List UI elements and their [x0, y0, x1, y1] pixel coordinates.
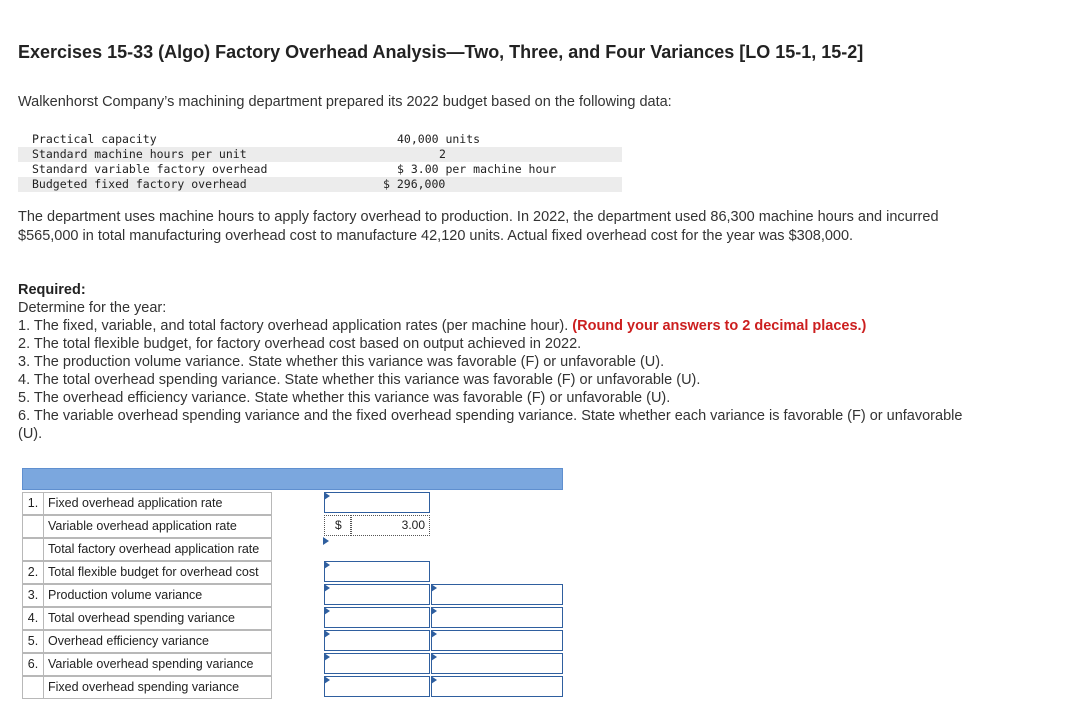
budget-label: Practical capacity	[32, 132, 157, 146]
budget-value: 40,000 units	[397, 132, 481, 146]
answer-row-label: 4. Total overhead spending variance	[22, 607, 272, 630]
production-volume-fu-select[interactable]	[431, 584, 563, 605]
variable-rate-currency: $	[324, 515, 351, 536]
intro-text: Walkenhorst Company’s machining department prepared its 2022 budget based on the following data:	[18, 94, 672, 110]
variable-spending-fu-select[interactable]	[431, 653, 563, 674]
answer-row-label: Total factory overhead application rate	[22, 538, 272, 561]
budget-value: 2	[439, 147, 446, 161]
efficiency-fu-select[interactable]	[431, 630, 563, 651]
budget-label: Standard variable factory overhead	[32, 162, 268, 176]
required-list	[18, 299, 978, 443]
budget-value: $ 296,000	[383, 177, 446, 191]
budget-row	[18, 147, 622, 162]
answer-row-label: 2. Total flexible budget for overhead cost	[22, 561, 272, 584]
flexible-budget-input[interactable]	[324, 561, 430, 582]
production-volume-variance-input[interactable]	[324, 584, 430, 605]
required-item-6: 6. The variable overhead spending variance and the fixed overhead spending variance. State whether each variance is favorable (F) or unfavorable (U).	[18, 408, 963, 442]
answer-row-label: 3. Production volume variance	[22, 584, 272, 607]
scenario-paragraph: The department uses machine hours to apply factory overhead to production. In 2022, the department used 86,300 machine hours and incurred $565,000 in total manufacturing overhead cost to manufacture 42,120 units. Actual fixed overhead cost for the year was $308,000.	[18, 209, 939, 244]
fixed-spending-fu-select[interactable]	[431, 676, 563, 697]
answer-row-label: Fixed overhead spending variance	[22, 676, 272, 699]
budget-row	[18, 162, 622, 177]
total-spending-variance-input[interactable]	[324, 607, 430, 628]
answer-row-label: 5. Overhead efficiency variance	[22, 630, 272, 653]
variable-rate-amount: 3.00	[351, 515, 430, 536]
fixed-spending-variance-input[interactable]	[324, 676, 430, 697]
variable-spending-variance-input[interactable]	[324, 653, 430, 674]
required-item-2: 2. The total flexible budget, for factory overhead cost based on output achieved in 2022.	[18, 336, 582, 352]
answer-row-label: Variable overhead application rate	[22, 515, 272, 538]
required-item-5: 5. The overhead efficiency variance. State whether this variance was favorable (F) or unfavorable (U).	[18, 390, 671, 406]
fixed-rate-input[interactable]	[324, 492, 430, 513]
exercise-title: Exercises 15-33 (Algo) Factory Overhead Analysis—Two, Three, and Four Variances [LO 15-1, 15-2]	[18, 42, 864, 62]
total-spending-fu-select[interactable]	[431, 607, 563, 628]
budget-label: Budgeted fixed factory overhead	[18, 177, 383, 192]
budget-label: Standard machine hours per unit	[18, 147, 383, 162]
answer-row-label: 1. Fixed overhead application rate	[22, 492, 272, 515]
required-item-3: 3. The production volume variance. State whether this variance was favorable (F) or unfavorable (U).	[18, 354, 665, 370]
answer-table-header	[22, 468, 563, 490]
budget-row	[18, 177, 622, 192]
required-intro: Determine for the year:	[18, 300, 167, 316]
required-item-4: 4. The total overhead spending variance. State whether this variance was favorable (F) or unfavorable (U).	[18, 372, 701, 388]
budget-value: $ 3.00 per machine hour	[397, 162, 557, 176]
budget-data-table	[18, 132, 622, 192]
answer-row-label: 6. Variable overhead spending variance	[22, 653, 272, 676]
rounding-note: (Round your answers to 2 decimal places.)	[572, 318, 867, 334]
budget-row	[18, 132, 622, 147]
required-heading: Required:	[18, 282, 86, 298]
required-item-1: 1. The fixed, variable, and total factory overhead application rates (per machine hour). (Round your answers to 2 decimal places.)	[18, 318, 867, 334]
efficiency-variance-input[interactable]	[324, 630, 430, 651]
